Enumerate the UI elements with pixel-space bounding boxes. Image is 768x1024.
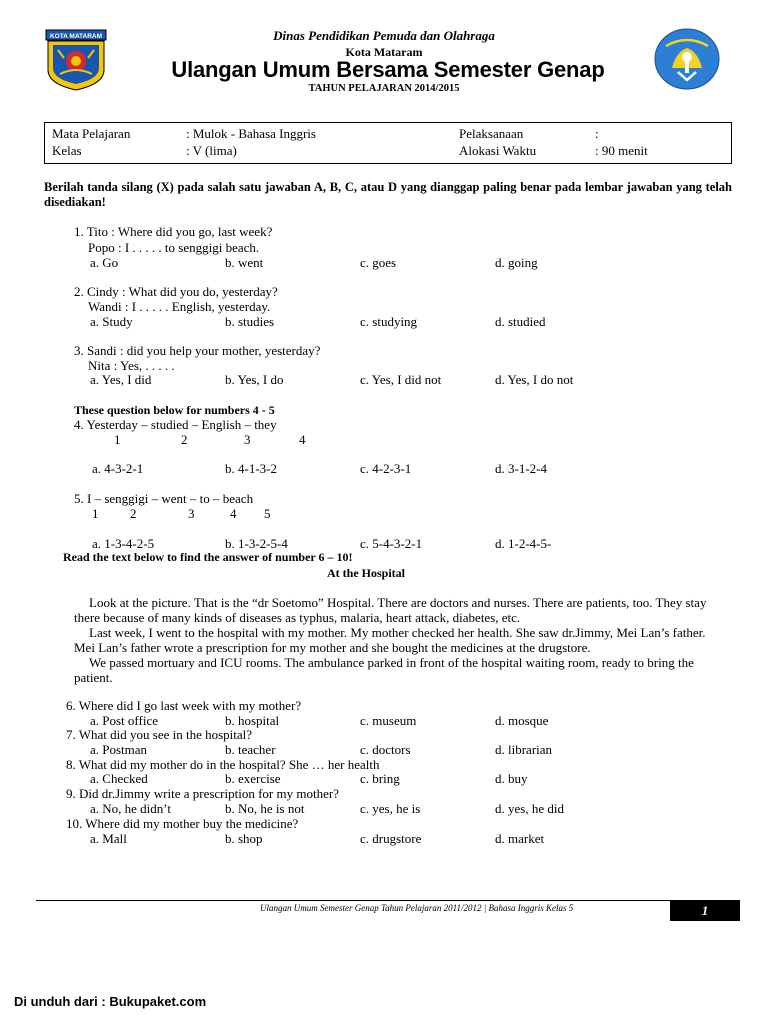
q1-option-d: d. going: [495, 255, 538, 270]
q3-option-b: b. Yes, I do: [225, 372, 284, 387]
q2-option-b: b. studies: [225, 314, 275, 329]
q2-option-d: d. studied: [495, 314, 546, 329]
passage-paragraph-3: We passed mortuary and ICU rooms. The ambulance parked in front of the hospital waiting room, ready to bring the patient.: [74, 655, 694, 685]
q4-option-d: d. 3-1-2-4: [495, 461, 547, 476]
question-3-line2: Nita : Yes, . . . . .: [88, 358, 175, 373]
q9-option-b: b. No, he is not: [225, 801, 305, 816]
question-10: 10. Where did my mother buy the medicine?: [66, 816, 299, 831]
q9-option-a: a. No, he didn’t: [90, 801, 171, 816]
q1-option-c: c. goes: [360, 255, 397, 270]
q7-option-d: d. librarian: [495, 742, 553, 757]
date-value: :: [595, 126, 599, 141]
class-label: Kelas: [52, 143, 82, 158]
q4-option-a: a. 4-3-2-1: [92, 461, 144, 476]
q3-option-a: a. Yes, I did: [90, 372, 152, 387]
footer-text: Ulangan Umum Semester Genap Tahun Pelajaran 2011/2012 | Bahasa Inggris Kelas 5: [260, 903, 574, 913]
exam-title: Ulangan Umum Bersama Semester Genap: [171, 57, 605, 82]
q2-option-a: a. Study: [90, 314, 133, 329]
subject-value: : Mulok - Bahasa Inggris: [186, 126, 316, 141]
q7-option-b: b. teacher: [225, 742, 276, 757]
q5-option-a: a. 1-3-4-2-5: [92, 536, 155, 551]
question-1: 1. Tito : Where did you go, last week?: [74, 224, 273, 239]
q8-option-d: d. buy: [495, 771, 528, 786]
agency-name: Dinas Pendidikan Pemuda dan Olahraga: [273, 28, 495, 43]
q9-option-c: c. yes, he is: [360, 801, 421, 816]
q10-option-c: c. drugstore: [360, 831, 422, 846]
q8-option-c: c. bring: [360, 771, 400, 786]
q10-option-a: a. Mall: [90, 831, 127, 846]
q4-number-1: 1: [114, 432, 121, 447]
q6-option-c: c. museum: [360, 713, 417, 728]
question-6: 6. Where did I go last week with my mother?: [66, 698, 302, 713]
q4-number-2: 2: [181, 432, 188, 447]
question-2-line2: Wandi : I . . . . . English, yesterday.: [88, 299, 271, 314]
q4-option-b: b. 4-1-3-2: [225, 461, 277, 476]
q10-option-d: d. market: [495, 831, 545, 846]
school-year: TAHUN PELAJARAN 2014/2015: [308, 83, 460, 94]
page-number: 1: [670, 900, 740, 921]
question-7: 7. What did you see in the hospital?: [66, 727, 253, 742]
q9-option-d: d. yes, he did: [495, 801, 564, 816]
q4-option-c: c. 4-2-3-1: [360, 461, 412, 476]
q8-option-a: a. Checked: [90, 771, 148, 786]
q5-number-1: 1: [92, 506, 99, 521]
question-8: 8. What did my mother do in the hospital? She … her health: [66, 757, 380, 772]
instruction: Berilah tanda silang (X) pada salah satu jawaban A, B, C, atau D yang dianggap paling benar pada lembar jawaban yang telah disediakan!: [44, 180, 732, 209]
date-label: Pelaksanaan: [459, 126, 524, 141]
time-value: : 90 menit: [595, 143, 648, 158]
passage-paragraph-2: Last week, I went to the hospital with my mother. My mother checked her health. She saw dr.Jimmy, Mei Lan’s father. Mei Lan’s father wrote a prescription for my mother and she bought the medicines at the drugstore.: [74, 625, 706, 655]
time-label: Alokasi Waktu: [459, 143, 537, 158]
q3-option-d: d. Yes, I do not: [495, 372, 574, 387]
passage-title: At the Hospital: [327, 566, 405, 580]
q2-option-c: c. studying: [360, 314, 418, 329]
question-5: 5. I – senggigi – went – to – beach: [74, 491, 254, 506]
q8-option-b: b. exercise: [225, 771, 281, 786]
q4-number-4: 4: [299, 432, 306, 447]
q5-number-2: 2: [130, 506, 137, 521]
source-credit: Di unduh dari : Bukupaket.com: [14, 994, 207, 1009]
q5-number-4: 4: [230, 506, 237, 521]
question-2: 2. Cindy : What did you do, yesterday?: [74, 284, 278, 299]
q7-option-a: a. Postman: [90, 742, 148, 757]
footer-divider: [36, 900, 670, 901]
q3-option-c: c. Yes, I did not: [360, 372, 442, 387]
q5-number-3: 3: [188, 506, 195, 521]
class-value: : V (lima): [186, 143, 237, 158]
q4-number-3: 3: [244, 432, 251, 447]
question-3: 3. Sandi : did you help your mother, yesterday?: [74, 343, 321, 358]
q1-option-b: b. went: [225, 255, 264, 270]
section-heading-6-10: Read the text below to find the answer of number 6 – 10!: [63, 550, 353, 564]
section-heading-4-5: These question below for numbers 4 - 5: [74, 403, 275, 417]
q6-option-a: a. Post office: [90, 713, 158, 728]
q5-option-c: c. 5-4-3-2-1: [360, 536, 423, 551]
question-4: 4. Yesterday – studied – English – they: [74, 417, 277, 432]
logo-label: KOTA MATARAM: [49, 33, 103, 40]
q1-option-a: a. Go: [90, 255, 119, 270]
subject-label: Mata Pelajaran: [52, 126, 131, 141]
q5-number-5: 5: [264, 506, 271, 521]
q5-option-d: d. 1-2-4-5-: [495, 536, 552, 551]
city-name: Kota Mataram: [345, 45, 423, 59]
q6-option-d: d. mosque: [495, 713, 549, 728]
q5-option-b: b. 1-3-2-5-4: [225, 536, 288, 551]
q10-option-b: b. shop: [225, 831, 263, 846]
passage-paragraph-1: Look at the picture. That is the “dr Soetomo” Hospital. There are doctors and nurses. There are patients, too. They stay there because of many kinds of diseases as typhus, malaria, heart attack, diabetes, etc.: [74, 595, 707, 625]
q6-option-b: b. hospital: [225, 713, 280, 728]
q7-option-c: c. doctors: [360, 742, 411, 757]
question-9: 9. Did dr.Jimmy write a prescription for my mother?: [66, 786, 339, 801]
question-1-line2: Popo : I . . . . . to senggigi beach.: [88, 240, 260, 255]
